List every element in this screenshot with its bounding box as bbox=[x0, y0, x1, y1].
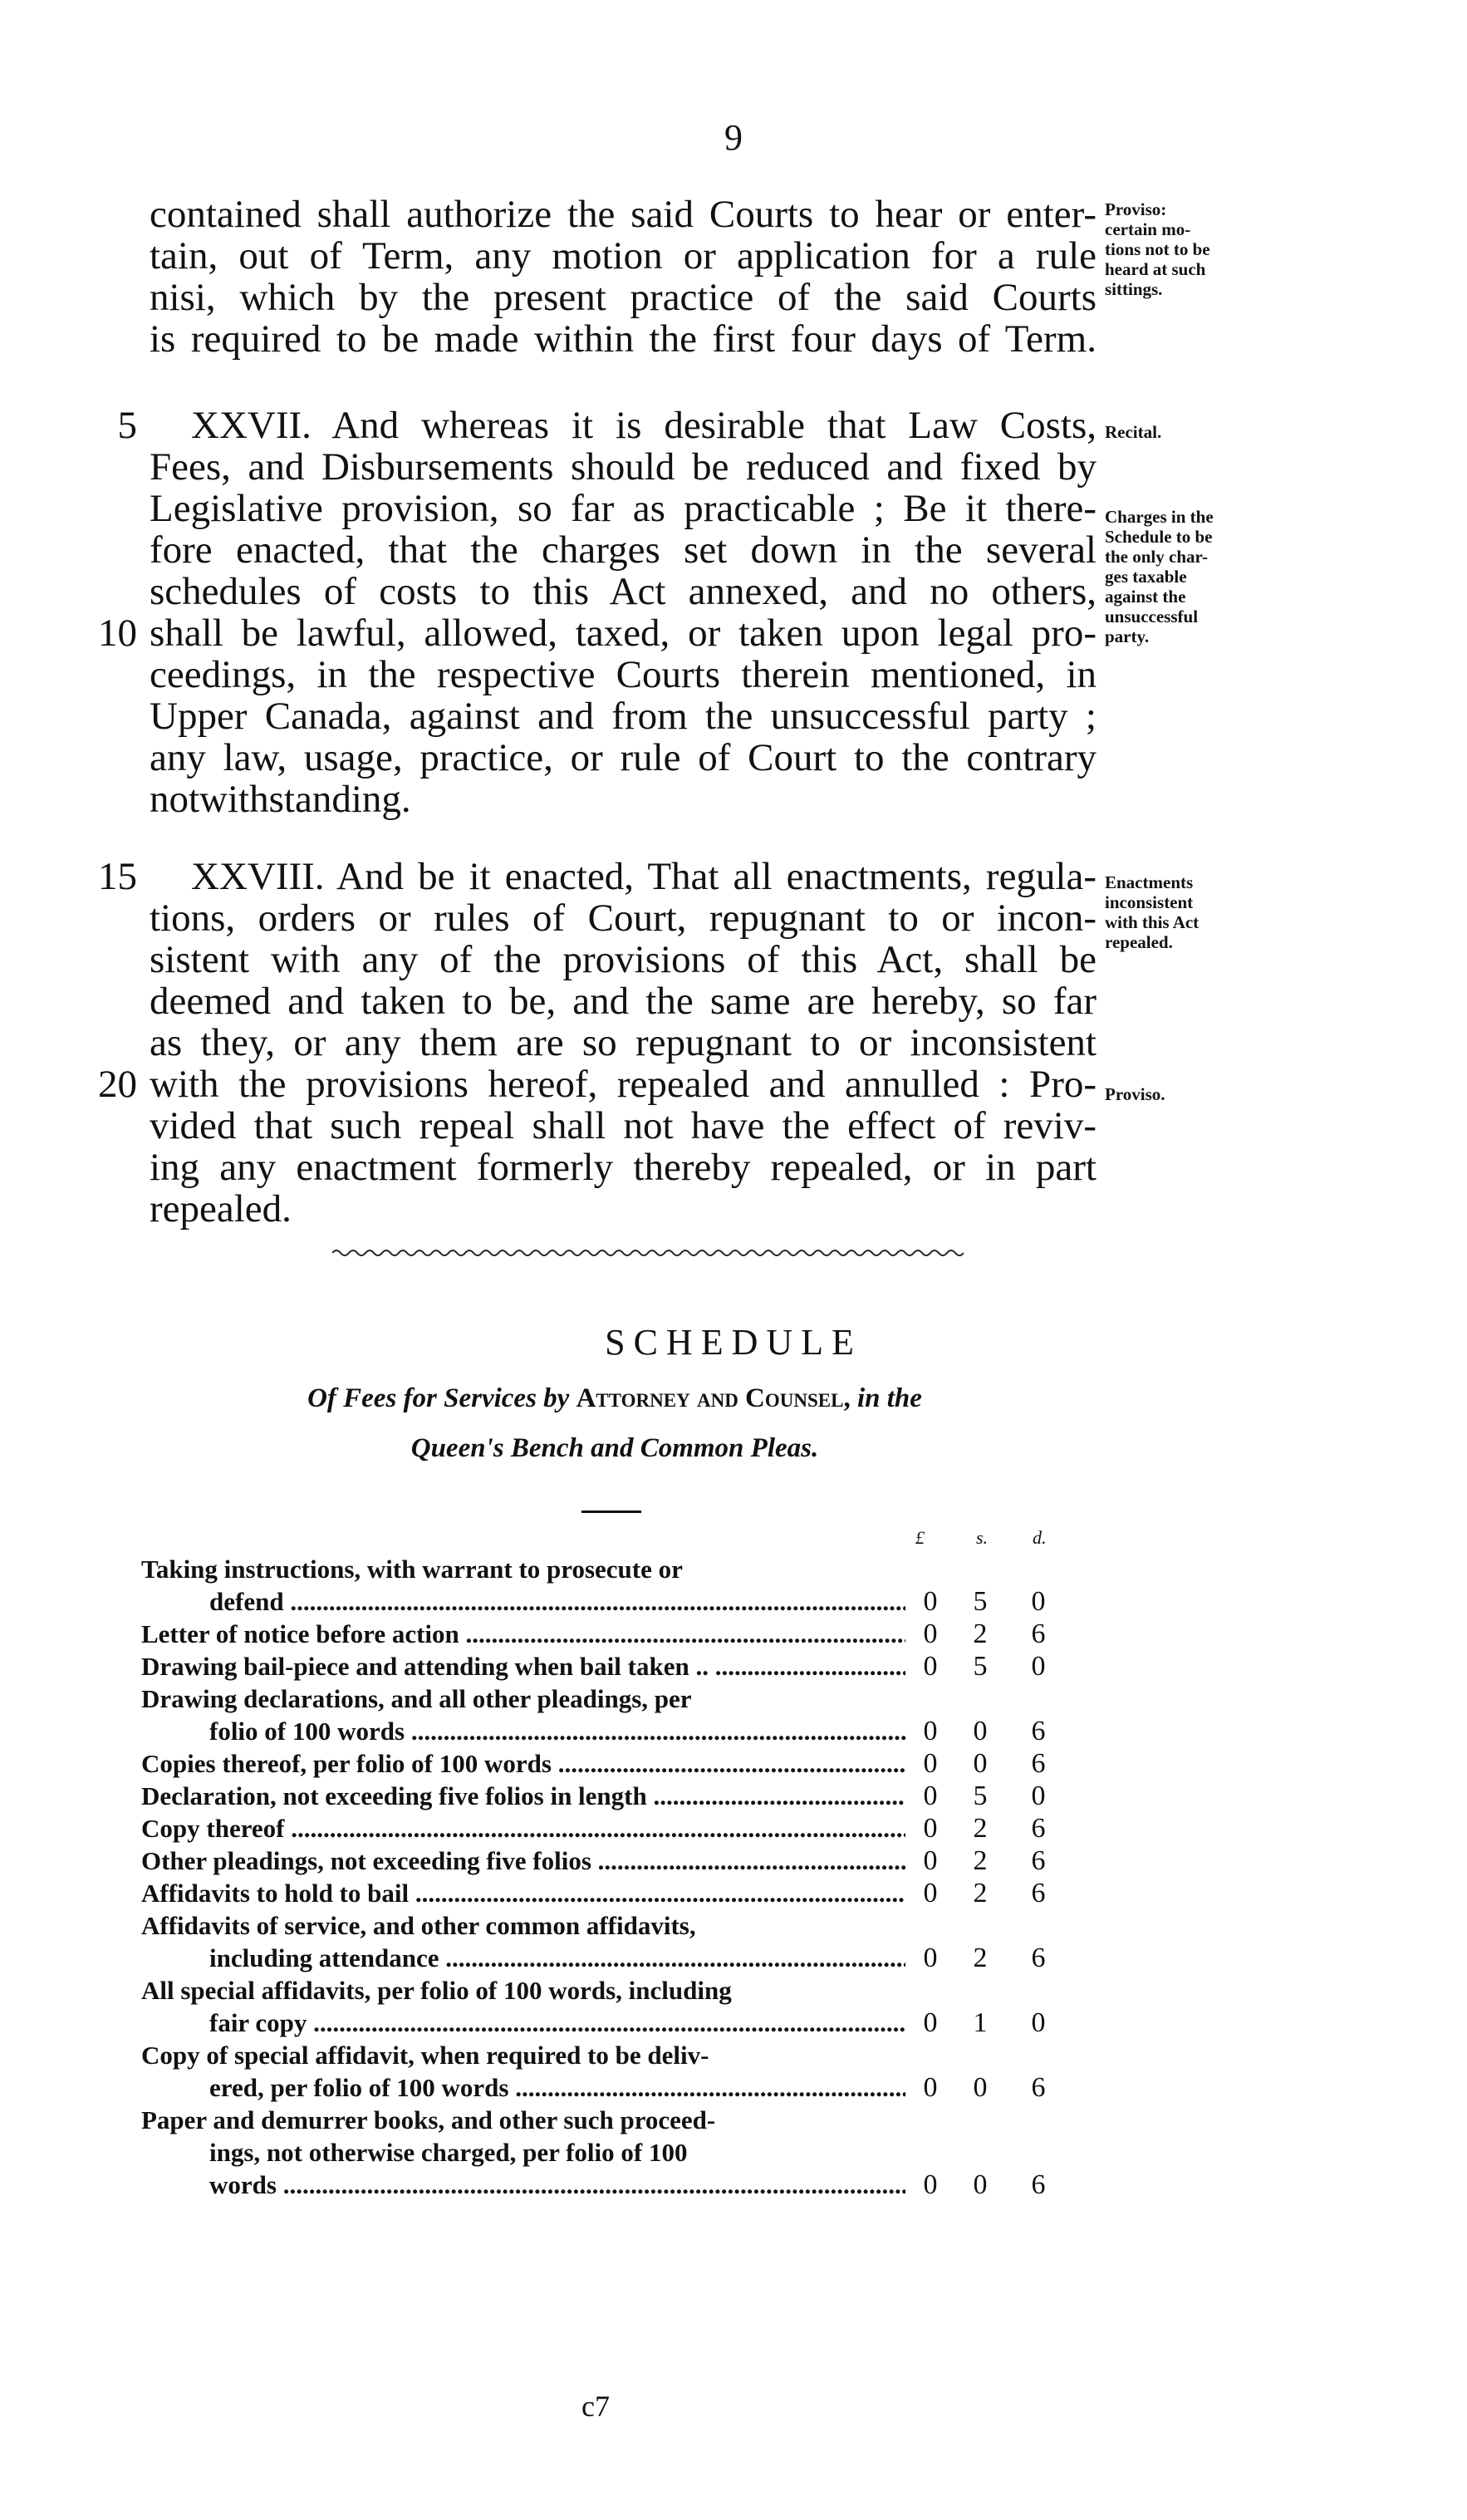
fee-amount-pounds: 0 bbox=[923, 1878, 938, 1908]
fee-item-line: Affidavits to hold to bail ..... bbox=[141, 1879, 905, 1908]
fee-amount-pence: 6 bbox=[1031, 1813, 1046, 1844]
body-line: ing any enactment formerly thereby repealed, or in part bbox=[150, 1146, 1097, 1189]
fee-amount-pounds: 0 bbox=[923, 1813, 938, 1844]
fee-amount-pence: 6 bbox=[1031, 1748, 1046, 1779]
fee-amount-pounds: 0 bbox=[923, 2169, 938, 2200]
fee-amount-shillings: 5 bbox=[973, 1781, 988, 1811]
fee-amount-pounds: 0 bbox=[923, 2007, 938, 2038]
fee-item-line: Drawing bail-piece and attending when bail taken .. ..... bbox=[141, 1653, 905, 1681]
fee-amount-shillings: 1 bbox=[973, 2007, 988, 2038]
fee-amount-pounds: 0 bbox=[923, 1586, 938, 1617]
schedule-subtitle-line2: Queen's Bench and Common Pleas. bbox=[410, 1433, 819, 1463]
fee-amount-pence: 6 bbox=[1031, 1716, 1046, 1746]
body-line: nisi, which by the present practice of the said Courts bbox=[150, 276, 1097, 319]
fee-item-line: Copy thereof ..... bbox=[141, 1815, 905, 1843]
fee-item-line: Drawing declarations, and all other pleadings, per bbox=[141, 1684, 692, 1713]
fee-amount-pounds: 0 bbox=[923, 1943, 938, 1973]
body-line: ceedings, in the respective Courts therein mentioned, in bbox=[150, 653, 1097, 696]
schedule-subtitle: Of Fees for Services by Attorney and Counsel, in the bbox=[307, 1383, 922, 1413]
fee-amount-pence: 6 bbox=[1031, 1619, 1046, 1649]
fee-amount-pence: 0 bbox=[1031, 1586, 1046, 1617]
fee-amount-shillings: 5 bbox=[973, 1586, 988, 1617]
fee-amount-shillings: 2 bbox=[973, 1943, 988, 1973]
body-line: tain, out of Term, any motion or application for a rule bbox=[150, 234, 1097, 278]
margin-note: Proviso: certain mo- tions not to be heard at such sittings. bbox=[1105, 199, 1210, 299]
margin-recital: Recital. bbox=[1105, 422, 1162, 442]
body-line: XXVII. And whereas it is desirable that Law Costs, bbox=[191, 404, 1097, 447]
fee-amount-pence: 6 bbox=[1031, 1845, 1046, 1876]
fee-amount-pence: 6 bbox=[1031, 1943, 1046, 1973]
fee-item-line: Paper and demurrer books, and other such proceed- bbox=[141, 2105, 716, 2134]
fee-amount-pounds: 0 bbox=[923, 2072, 938, 2103]
fee-amount-pounds: 0 bbox=[923, 1845, 938, 1876]
fee-item-line: Other pleadings, not exceeding five folios ..... bbox=[141, 1847, 905, 1875]
body-line: with the provisions hereof, repealed and annulled : Pro- bbox=[150, 1063, 1097, 1106]
fee-amount-pounds: 0 bbox=[923, 1651, 938, 1682]
line-number: 20 bbox=[98, 1063, 137, 1106]
fee-item-line: Copies thereof, per folio of 100 words ..... bbox=[141, 1750, 905, 1778]
fee-item-line: ered, per folio of 100 words ..... bbox=[141, 2074, 905, 2102]
body-line: schedules of costs to this Act annexed, and no others, bbox=[150, 570, 1097, 613]
fee-item-line: Copy of special affidavit, when required to be deliv- bbox=[141, 2041, 709, 2070]
fee-amount-pence: 0 bbox=[1031, 1781, 1046, 1811]
fee-amount-pence: 6 bbox=[1031, 2072, 1046, 2103]
fee-item-line: defend ..... bbox=[141, 1588, 905, 1616]
schedule-title: SCHEDULE bbox=[605, 1322, 862, 1363]
fee-amount-shillings: 2 bbox=[973, 1845, 988, 1876]
fee-amount-shillings: 2 bbox=[973, 1619, 988, 1649]
fee-amount-shillings: 5 bbox=[973, 1651, 988, 1682]
fee-item-line: including attendance ..... bbox=[141, 1944, 905, 1972]
body-line: sistent with any of the provisions of this Act, shall be bbox=[150, 938, 1097, 981]
fee-amount-pounds: 0 bbox=[923, 1619, 938, 1649]
margin-note: Enactments inconsistent with this Act repealed. bbox=[1105, 872, 1200, 952]
page-number: 9 bbox=[724, 117, 743, 158]
fee-item-line: Declaration, not exceeding five folios in length ..... bbox=[141, 1782, 905, 1810]
body-line: vided that such repeal shall not have the effect of reviv- bbox=[150, 1104, 1097, 1147]
fee-amount-pence: 0 bbox=[1031, 2007, 1046, 2038]
currency-header-shillings: s. bbox=[976, 1527, 989, 1548]
fee-item-line: Taking instructions, with warrant to prosecute or bbox=[141, 1555, 683, 1584]
line-number: 10 bbox=[98, 612, 137, 655]
body-line: fore enacted, that the charges set down in the several bbox=[150, 528, 1097, 572]
body-line: as they, or any them are so repugnant to or inconsistent bbox=[150, 1021, 1097, 1064]
body-line: deemed and taken to be, and the same are hereby, so far bbox=[150, 980, 1097, 1023]
fee-amount-pounds: 0 bbox=[923, 1781, 938, 1811]
fee-amount-pounds: 0 bbox=[923, 1748, 938, 1779]
signature-mark: c7 bbox=[581, 2390, 610, 2423]
body-line: notwithstanding. bbox=[150, 778, 411, 821]
fee-amount-shillings: 0 bbox=[973, 2072, 988, 2103]
currency-header-pence: d. bbox=[1033, 1527, 1047, 1548]
ornamental-divider bbox=[332, 1248, 964, 1258]
fee-amount-shillings: 0 bbox=[973, 1716, 988, 1746]
margin-note: Charges in the Schedule to be the only char- ges taxable against the unsuccessful party. bbox=[1105, 507, 1214, 646]
currency-header-pounds: £ bbox=[915, 1527, 925, 1548]
fee-item-line: Letter of notice before action ..... bbox=[141, 1620, 905, 1648]
margin-proviso: Proviso. bbox=[1105, 1084, 1165, 1104]
fee-amount-shillings: 0 bbox=[973, 2169, 988, 2200]
body-line: Upper Canada, against and from the unsuccessful party ; bbox=[150, 695, 1097, 738]
fee-item-line: fair copy ..... bbox=[141, 2009, 905, 2037]
fee-item-line: All special affidavits, per folio of 100 words, including bbox=[141, 1976, 732, 2005]
fee-amount-pence: 0 bbox=[1031, 1651, 1046, 1682]
body-line: XXVIII. And be it enacted, That all enactments, regula- bbox=[191, 855, 1097, 898]
fee-item-line: folio of 100 words ..... bbox=[141, 1717, 905, 1746]
fee-item-line: words ..... bbox=[141, 2171, 905, 2199]
fee-amount-shillings: 0 bbox=[973, 1748, 988, 1779]
body-line: any law, usage, practice, or rule of Court to the contrary bbox=[150, 736, 1097, 779]
body-line: tions, orders or rules of Court, repugnant to or incon- bbox=[150, 896, 1097, 940]
fee-amount-shillings: 2 bbox=[973, 1813, 988, 1844]
fee-amount-pounds: 0 bbox=[923, 1716, 938, 1746]
fee-amount-shillings: 2 bbox=[973, 1878, 988, 1908]
body-line: shall be lawful, allowed, taxed, or taken upon legal pro- bbox=[150, 612, 1097, 655]
body-line: Fees, and Disbursements should be reduced and fixed by bbox=[150, 445, 1097, 489]
line-number: 15 bbox=[98, 855, 137, 898]
body-line: is required to be made within the first four days of Term. bbox=[150, 317, 1097, 361]
fee-amount-pence: 6 bbox=[1031, 2169, 1046, 2200]
body-line: repealed. bbox=[150, 1187, 292, 1231]
line-number: 5 bbox=[117, 404, 137, 447]
body-line: Legislative provision, so far as practicable ; Be it there- bbox=[150, 487, 1097, 530]
short-rule bbox=[581, 1511, 641, 1513]
fee-item-line: Affidavits of service, and other common affidavits, bbox=[141, 1911, 696, 1940]
fee-amount-pence: 6 bbox=[1031, 1878, 1046, 1908]
body-line: contained shall authorize the said Courts to hear or enter- bbox=[150, 193, 1097, 236]
fee-item-line: ings, not otherwise charged, per folio of 100 bbox=[209, 2138, 688, 2167]
